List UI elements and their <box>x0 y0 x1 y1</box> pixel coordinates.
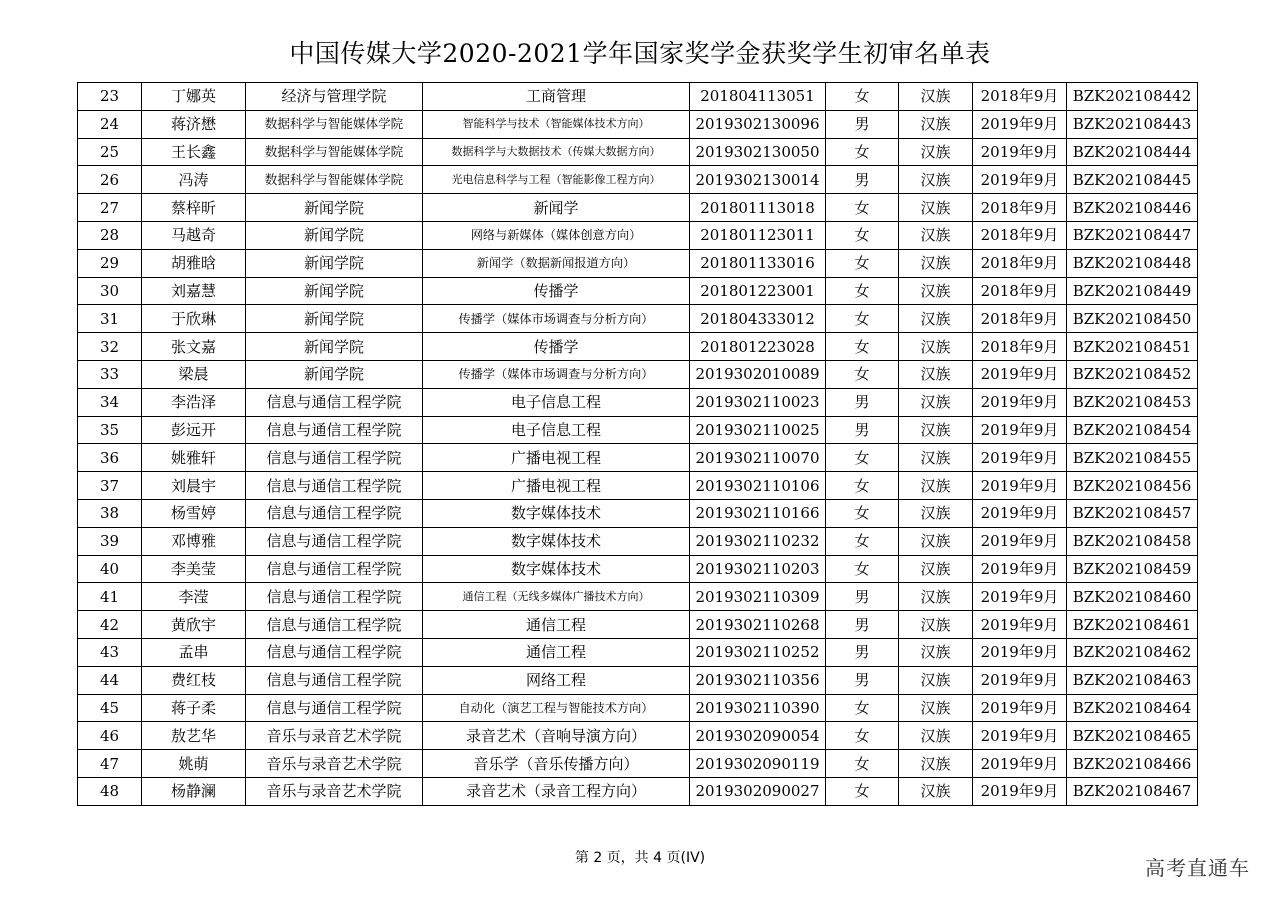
cell-student-id: 2019302110390 <box>690 694 826 722</box>
cell-student-name: 杨雪婷 <box>142 499 246 527</box>
cell-number: 32 <box>78 333 142 361</box>
cell-gender: 男 <box>826 666 899 694</box>
cell-college: 信息与通信工程学院 <box>246 472 423 500</box>
cell-major: 电子信息工程 <box>423 388 690 416</box>
cell-student-id: 201804333012 <box>690 305 826 333</box>
cell-major: 录音艺术（音响导演方向） <box>423 722 690 750</box>
cell-major: 传播学 <box>423 333 690 361</box>
cell-college: 新闻学院 <box>246 360 423 388</box>
table-row <box>78 638 1198 666</box>
cell-enrollment-date: 2019年9月 <box>973 750 1067 778</box>
cell-college: 经济与管理学院 <box>246 83 423 111</box>
cell-enrollment-date: 2018年9月 <box>973 249 1067 277</box>
cell-student-name: 于欣琳 <box>142 305 246 333</box>
cell-gender: 男 <box>826 110 899 138</box>
cell-student-id: 2019302110106 <box>690 472 826 500</box>
cell-college: 音乐与录音艺术学院 <box>246 777 423 805</box>
cell-student-name: 孟串 <box>142 638 246 666</box>
cell-gender: 女 <box>826 527 899 555</box>
table-row <box>78 666 1198 694</box>
cell-number: 45 <box>78 694 142 722</box>
cell-enrollment-date: 2018年9月 <box>973 194 1067 222</box>
cell-student-id: 201801223028 <box>690 333 826 361</box>
cell-ethnicity: 汉族 <box>899 333 973 361</box>
cell-gender: 男 <box>826 388 899 416</box>
cell-college: 信息与通信工程学院 <box>246 388 423 416</box>
cell-student-id: 2019302090027 <box>690 777 826 805</box>
cell-award-code: BZK202108464 <box>1067 694 1198 722</box>
cell-student-id: 2019302110203 <box>690 555 826 583</box>
cell-college: 信息与通信工程学院 <box>246 611 423 639</box>
cell-major: 传播学（媒体市场调查与分析方向） <box>423 360 690 388</box>
cell-student-name: 黄欣宇 <box>142 611 246 639</box>
cell-gender: 女 <box>826 750 899 778</box>
cell-enrollment-date: 2019年9月 <box>973 527 1067 555</box>
cell-student-id: 2019302110166 <box>690 499 826 527</box>
cell-number: 47 <box>78 750 142 778</box>
cell-ethnicity: 汉族 <box>899 305 973 333</box>
cell-ethnicity: 汉族 <box>899 611 973 639</box>
cell-enrollment-date: 2019年9月 <box>973 694 1067 722</box>
cell-student-name: 姚雅轩 <box>142 444 246 472</box>
cell-number: 23 <box>78 83 142 111</box>
cell-student-name: 胡雅晗 <box>142 249 246 277</box>
cell-number: 42 <box>78 611 142 639</box>
cell-enrollment-date: 2018年9月 <box>973 277 1067 305</box>
cell-ethnicity: 汉族 <box>899 722 973 750</box>
table-row <box>78 249 1198 277</box>
table-row <box>78 138 1198 166</box>
cell-enrollment-date: 2018年9月 <box>973 333 1067 361</box>
cell-ethnicity: 汉族 <box>899 777 973 805</box>
cell-gender: 女 <box>826 83 899 111</box>
cell-gender: 女 <box>826 138 899 166</box>
cell-award-code: BZK202108462 <box>1067 638 1198 666</box>
cell-major: 新闻学（数据新闻报道方向） <box>423 249 690 277</box>
watermark: 高考直通车 <box>1145 856 1250 880</box>
cell-college: 音乐与录音艺术学院 <box>246 750 423 778</box>
cell-student-id: 201801113018 <box>690 194 826 222</box>
cell-award-code: BZK202108453 <box>1067 388 1198 416</box>
cell-award-code: BZK202108444 <box>1067 138 1198 166</box>
cell-ethnicity: 汉族 <box>899 360 973 388</box>
cell-student-name: 敖艺华 <box>142 722 246 750</box>
cell-enrollment-date: 2018年9月 <box>973 83 1067 111</box>
cell-ethnicity: 汉族 <box>899 416 973 444</box>
cell-student-id: 2019302110070 <box>690 444 826 472</box>
cell-award-code: BZK202108449 <box>1067 277 1198 305</box>
cell-enrollment-date: 2019年9月 <box>973 110 1067 138</box>
cell-ethnicity: 汉族 <box>899 277 973 305</box>
cell-college: 新闻学院 <box>246 333 423 361</box>
cell-student-id: 201804113051 <box>690 83 826 111</box>
cell-enrollment-date: 2019年9月 <box>973 499 1067 527</box>
cell-gender: 女 <box>826 555 899 583</box>
cell-student-name: 马越奇 <box>142 221 246 249</box>
cell-major: 数字媒体技术 <box>423 499 690 527</box>
cell-ethnicity: 汉族 <box>899 472 973 500</box>
cell-ethnicity: 汉族 <box>899 666 973 694</box>
table-row <box>78 472 1198 500</box>
cell-award-code: BZK202108448 <box>1067 249 1198 277</box>
cell-student-name: 刘嘉慧 <box>142 277 246 305</box>
table-row <box>78 722 1198 750</box>
cell-number: 28 <box>78 221 142 249</box>
table-row <box>78 527 1198 555</box>
cell-college: 信息与通信工程学院 <box>246 666 423 694</box>
cell-college: 信息与通信工程学院 <box>246 555 423 583</box>
cell-college: 新闻学院 <box>246 305 423 333</box>
cell-enrollment-date: 2019年9月 <box>973 416 1067 444</box>
cell-ethnicity: 汉族 <box>899 694 973 722</box>
table-row <box>78 83 1198 111</box>
cell-ethnicity: 汉族 <box>899 583 973 611</box>
cell-number: 31 <box>78 305 142 333</box>
cell-enrollment-date: 2019年9月 <box>973 444 1067 472</box>
cell-college: 信息与通信工程学院 <box>246 444 423 472</box>
cell-award-code: BZK202108454 <box>1067 416 1198 444</box>
cell-college: 音乐与录音艺术学院 <box>246 722 423 750</box>
cell-gender: 女 <box>826 249 899 277</box>
cell-ethnicity: 汉族 <box>899 638 973 666</box>
cell-student-id: 2019302110025 <box>690 416 826 444</box>
cell-student-name: 丁娜英 <box>142 83 246 111</box>
document-title: 中国传媒大学2020-2021学年国家奖学金获奖学生初审名单表 <box>289 39 991 68</box>
cell-gender: 男 <box>826 416 899 444</box>
cell-major: 录音艺术（录音工程方向） <box>423 777 690 805</box>
cell-ethnicity: 汉族 <box>899 527 973 555</box>
cell-student-name: 冯涛 <box>142 166 246 194</box>
cell-major: 数据科学与大数据技术（传媒大数据方向） <box>423 138 690 166</box>
cell-student-id: 2019302110356 <box>690 666 826 694</box>
cell-enrollment-date: 2019年9月 <box>973 638 1067 666</box>
cell-number: 38 <box>78 499 142 527</box>
cell-gender: 女 <box>826 694 899 722</box>
cell-award-code: BZK202108455 <box>1067 444 1198 472</box>
table-row <box>78 555 1198 583</box>
cell-award-code: BZK202108466 <box>1067 750 1198 778</box>
cell-gender: 女 <box>826 472 899 500</box>
cell-major: 光电信息科学与工程（智能影像工程方向） <box>423 166 690 194</box>
cell-student-id: 2019302110232 <box>690 527 826 555</box>
cell-major: 工商管理 <box>423 83 690 111</box>
cell-student-name: 李滢 <box>142 583 246 611</box>
cell-number: 34 <box>78 388 142 416</box>
cell-gender: 女 <box>826 305 899 333</box>
cell-student-name: 梁晨 <box>142 360 246 388</box>
cell-college: 数据科学与智能媒体学院 <box>246 138 423 166</box>
cell-major: 智能科学与技术（智能媒体技术方向） <box>423 110 690 138</box>
roster-body <box>78 83 1198 806</box>
cell-award-code: BZK202108456 <box>1067 472 1198 500</box>
cell-enrollment-date: 2018年9月 <box>973 305 1067 333</box>
cell-college: 信息与通信工程学院 <box>246 638 423 666</box>
cell-college: 新闻学院 <box>246 194 423 222</box>
table-row <box>78 777 1198 805</box>
cell-major: 数字媒体技术 <box>423 555 690 583</box>
cell-major: 广播电视工程 <box>423 444 690 472</box>
cell-gender: 女 <box>826 333 899 361</box>
cell-number: 29 <box>78 249 142 277</box>
cell-ethnicity: 汉族 <box>899 166 973 194</box>
cell-major: 新闻学 <box>423 194 690 222</box>
cell-number: 25 <box>78 138 142 166</box>
cell-ethnicity: 汉族 <box>899 555 973 583</box>
table-row <box>78 583 1198 611</box>
cell-gender: 男 <box>826 638 899 666</box>
cell-college: 信息与通信工程学院 <box>246 499 423 527</box>
cell-major: 传播学 <box>423 277 690 305</box>
cell-award-code: BZK202108445 <box>1067 166 1198 194</box>
table-row <box>78 305 1198 333</box>
cell-major: 通信工程（无线多媒体广播技术方向） <box>423 583 690 611</box>
cell-student-id: 2019302090054 <box>690 722 826 750</box>
cell-gender: 女 <box>826 277 899 305</box>
cell-number: 36 <box>78 444 142 472</box>
table-row <box>78 194 1198 222</box>
cell-number: 37 <box>78 472 142 500</box>
cell-award-code: BZK202108447 <box>1067 221 1198 249</box>
cell-student-name: 李美莹 <box>142 555 246 583</box>
cell-college: 新闻学院 <box>246 249 423 277</box>
table-row <box>78 360 1198 388</box>
cell-college: 信息与通信工程学院 <box>246 416 423 444</box>
cell-enrollment-date: 2019年9月 <box>973 777 1067 805</box>
cell-enrollment-date: 2019年9月 <box>973 555 1067 583</box>
table-row <box>78 499 1198 527</box>
cell-award-code: BZK202108458 <box>1067 527 1198 555</box>
cell-enrollment-date: 2019年9月 <box>973 138 1067 166</box>
cell-award-code: BZK202108460 <box>1067 583 1198 611</box>
cell-student-name: 彭远开 <box>142 416 246 444</box>
cell-ethnicity: 汉族 <box>899 750 973 778</box>
cell-award-code: BZK202108457 <box>1067 499 1198 527</box>
cell-student-name: 蒋子柔 <box>142 694 246 722</box>
cell-award-code: BZK202108463 <box>1067 666 1198 694</box>
cell-student-id: 2019302130096 <box>690 110 826 138</box>
cell-award-code: BZK202108467 <box>1067 777 1198 805</box>
cell-award-code: BZK202108465 <box>1067 722 1198 750</box>
cell-student-id: 201801133016 <box>690 249 826 277</box>
cell-enrollment-date: 2019年9月 <box>973 666 1067 694</box>
cell-student-name: 姚萌 <box>142 750 246 778</box>
cell-number: 27 <box>78 194 142 222</box>
cell-gender: 女 <box>826 777 899 805</box>
table-row <box>78 110 1198 138</box>
cell-student-id: 2019302110023 <box>690 388 826 416</box>
cell-major: 传播学（媒体市场调查与分析方向） <box>423 305 690 333</box>
cell-number: 30 <box>78 277 142 305</box>
cell-ethnicity: 汉族 <box>899 249 973 277</box>
cell-major: 广播电视工程 <box>423 472 690 500</box>
cell-student-name: 杨静澜 <box>142 777 246 805</box>
cell-student-name: 李浩泽 <box>142 388 246 416</box>
cell-student-id: 2019302110309 <box>690 583 826 611</box>
cell-major: 通信工程 <box>423 638 690 666</box>
cell-student-name: 费红枝 <box>142 666 246 694</box>
table-row <box>78 388 1198 416</box>
cell-enrollment-date: 2019年9月 <box>973 611 1067 639</box>
cell-gender: 女 <box>826 444 899 472</box>
cell-number: 46 <box>78 722 142 750</box>
cell-enrollment-date: 2019年9月 <box>973 166 1067 194</box>
cell-enrollment-date: 2019年9月 <box>973 472 1067 500</box>
cell-ethnicity: 汉族 <box>899 221 973 249</box>
cell-award-code: BZK202108446 <box>1067 194 1198 222</box>
cell-award-code: BZK202108452 <box>1067 360 1198 388</box>
cell-student-id: 2019302130014 <box>690 166 826 194</box>
table-row <box>78 166 1198 194</box>
cell-award-code: BZK202108443 <box>1067 110 1198 138</box>
cell-number: 33 <box>78 360 142 388</box>
table-row <box>78 416 1198 444</box>
cell-enrollment-date: 2018年9月 <box>973 221 1067 249</box>
cell-college: 数据科学与智能媒体学院 <box>246 110 423 138</box>
cell-ethnicity: 汉族 <box>899 388 973 416</box>
cell-student-id: 2019302010089 <box>690 360 826 388</box>
cell-number: 40 <box>78 555 142 583</box>
cell-student-name: 刘晨宇 <box>142 472 246 500</box>
cell-number: 44 <box>78 666 142 694</box>
cell-number: 43 <box>78 638 142 666</box>
cell-major: 网络与新媒体（媒体创意方向） <box>423 221 690 249</box>
cell-number: 26 <box>78 166 142 194</box>
scholarship-roster-table <box>77 82 1198 806</box>
cell-gender: 男 <box>826 611 899 639</box>
cell-award-code: BZK202108459 <box>1067 555 1198 583</box>
cell-ethnicity: 汉族 <box>899 499 973 527</box>
cell-college: 数据科学与智能媒体学院 <box>246 166 423 194</box>
cell-college: 信息与通信工程学院 <box>246 583 423 611</box>
table-row <box>78 694 1198 722</box>
cell-number: 48 <box>78 777 142 805</box>
cell-major: 电子信息工程 <box>423 416 690 444</box>
cell-college: 信息与通信工程学院 <box>246 527 423 555</box>
cell-award-code: BZK202108461 <box>1067 611 1198 639</box>
cell-student-name: 邓博雅 <box>142 527 246 555</box>
cell-number: 24 <box>78 110 142 138</box>
table-row <box>78 611 1198 639</box>
cell-student-name: 王长鑫 <box>142 138 246 166</box>
cell-ethnicity: 汉族 <box>899 194 973 222</box>
cell-ethnicity: 汉族 <box>899 110 973 138</box>
cell-gender: 男 <box>826 583 899 611</box>
cell-student-id: 2019302110268 <box>690 611 826 639</box>
cell-gender: 女 <box>826 221 899 249</box>
cell-student-id: 2019302130050 <box>690 138 826 166</box>
cell-student-name: 张文嘉 <box>142 333 246 361</box>
cell-award-code: BZK202108442 <box>1067 83 1198 111</box>
cell-ethnicity: 汉族 <box>899 83 973 111</box>
table-row <box>78 444 1198 472</box>
cell-gender: 女 <box>826 194 899 222</box>
table-row <box>78 333 1198 361</box>
cell-college: 信息与通信工程学院 <box>246 694 423 722</box>
cell-enrollment-date: 2019年9月 <box>973 360 1067 388</box>
cell-major: 数字媒体技术 <box>423 527 690 555</box>
table-row <box>78 750 1198 778</box>
cell-student-name: 蔡梓昕 <box>142 194 246 222</box>
cell-enrollment-date: 2019年9月 <box>973 583 1067 611</box>
page-footer: 第 2 页，共 4 页(IV) <box>574 850 706 866</box>
cell-gender: 女 <box>826 499 899 527</box>
table-row <box>78 277 1198 305</box>
cell-student-id: 201801223001 <box>690 277 826 305</box>
cell-student-id: 201801123011 <box>690 221 826 249</box>
cell-major: 音乐学（音乐传播方向） <box>423 750 690 778</box>
table-row <box>78 221 1198 249</box>
cell-major: 自动化（演艺工程与智能技术方向） <box>423 694 690 722</box>
cell-enrollment-date: 2019年9月 <box>973 388 1067 416</box>
cell-major: 通信工程 <box>423 611 690 639</box>
cell-gender: 女 <box>826 722 899 750</box>
cell-ethnicity: 汉族 <box>899 138 973 166</box>
cell-major: 网络工程 <box>423 666 690 694</box>
cell-enrollment-date: 2019年9月 <box>973 722 1067 750</box>
cell-student-id: 2019302110252 <box>690 638 826 666</box>
cell-number: 39 <box>78 527 142 555</box>
cell-gender: 女 <box>826 360 899 388</box>
cell-gender: 男 <box>826 166 899 194</box>
cell-student-name: 蒋济懋 <box>142 110 246 138</box>
cell-award-code: BZK202108451 <box>1067 333 1198 361</box>
cell-college: 新闻学院 <box>246 221 423 249</box>
cell-student-id: 2019302090119 <box>690 750 826 778</box>
cell-number: 35 <box>78 416 142 444</box>
cell-award-code: BZK202108450 <box>1067 305 1198 333</box>
cell-ethnicity: 汉族 <box>899 444 973 472</box>
cell-number: 41 <box>78 583 142 611</box>
cell-college: 新闻学院 <box>246 277 423 305</box>
